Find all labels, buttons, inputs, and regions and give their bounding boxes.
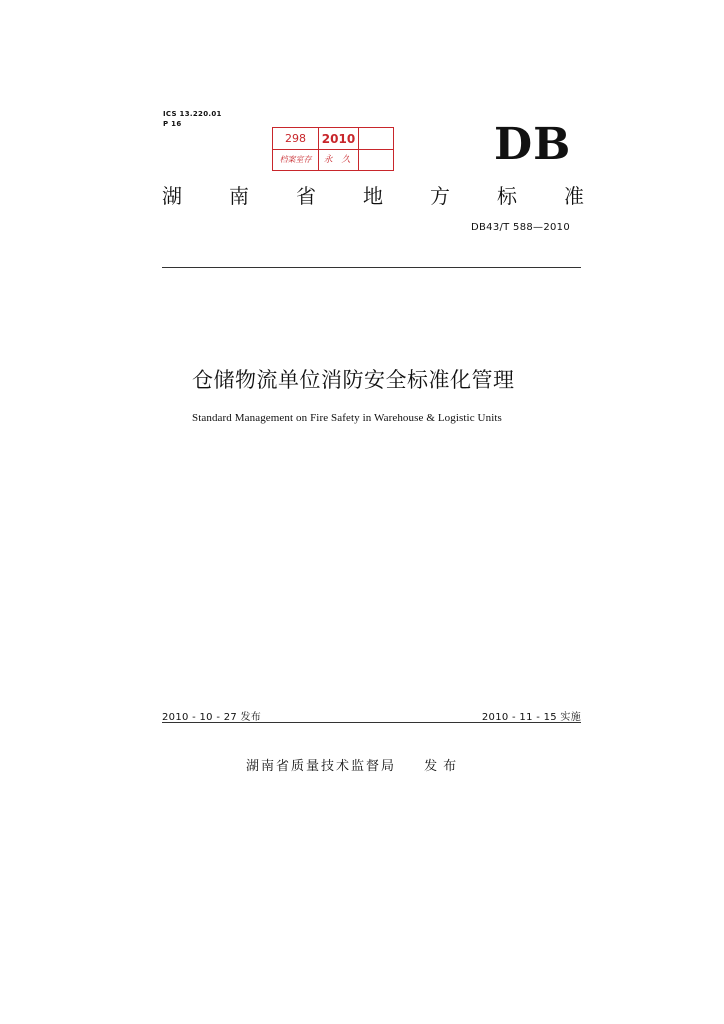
- publisher-line: [246, 755, 462, 774]
- stamp-cell-number: 298: [273, 128, 319, 150]
- standard-type-char: 地: [363, 184, 383, 208]
- header-divider: [162, 267, 581, 268]
- db-logo: DB: [494, 119, 572, 170]
- classification-codes: [163, 110, 222, 130]
- standard-type-char: 省: [296, 184, 316, 208]
- standard-type-char: 方: [430, 184, 450, 208]
- standard-type-char: 标: [497, 184, 517, 208]
- implementation-date: 2010 - 11 - 15 实施: [481, 712, 581, 723]
- stamp-cell-archive: 档案室存: [273, 150, 319, 170]
- ics-code: ICS 13.220.01: [163, 110, 222, 118]
- stamp-cell-retention: 永 久: [319, 150, 359, 170]
- date-divider: [162, 722, 581, 723]
- standard-type-char: 南: [229, 184, 249, 208]
- stamp-cell-year: 2010: [319, 128, 359, 150]
- title-english: Standard Management on Fire Safety in Warehouse & Logistic Units: [192, 412, 502, 424]
- archive-stamp: [272, 127, 394, 171]
- ccs-code: P 16: [163, 120, 182, 128]
- publisher-action: 发布: [424, 759, 463, 774]
- stamp-cell-empty: [359, 128, 393, 150]
- standard-type-heading: [162, 183, 584, 209]
- standard-number: DB43/T 588—2010: [471, 222, 570, 233]
- title-chinese: 仓储物流单位消防安全标准化管理: [192, 368, 515, 392]
- standard-type-char: 湖: [162, 184, 182, 208]
- issue-date: 2010 - 10 - 27 发布: [162, 712, 262, 723]
- publisher-organization: 湖南省质量技术监督局: [246, 759, 397, 774]
- standard-type-char: 准: [564, 184, 584, 208]
- stamp-cell-empty-2: [359, 150, 393, 170]
